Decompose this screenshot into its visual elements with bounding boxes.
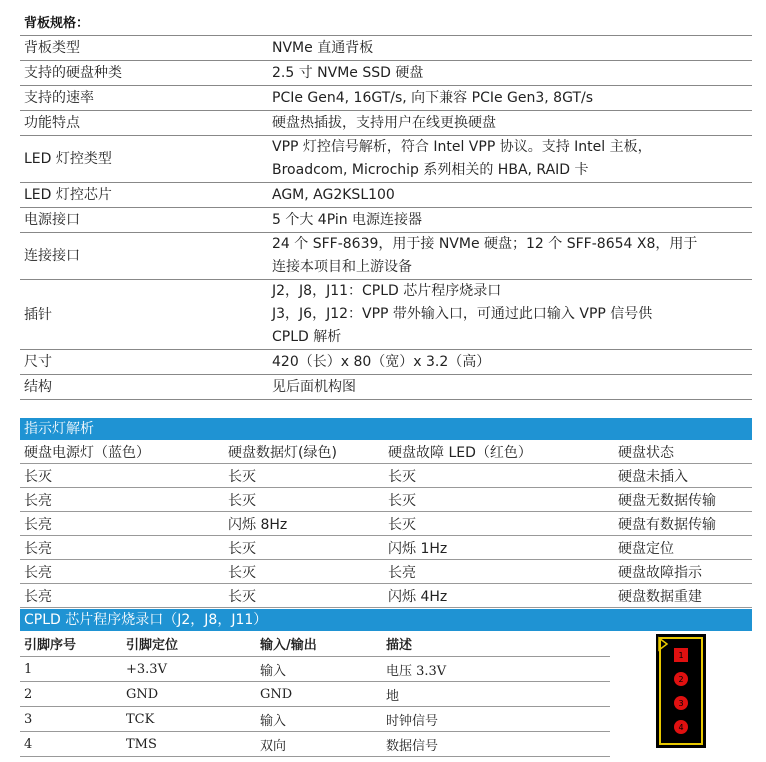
cpld-cell: +3.3V — [122, 657, 256, 682]
indicator-cell: 长灭 — [224, 584, 384, 608]
indicator-cell: 硬盘有数据传输 — [614, 512, 752, 536]
cpld-row — [20, 682, 610, 707]
cpld-row — [20, 657, 610, 682]
spec-row — [20, 86, 752, 111]
spec-value-line: J3，J6，J12：VPP 带外输入口，可通过此口输入 VPP 信号供 — [272, 306, 653, 322]
cpld-cell: 输入 — [256, 707, 382, 732]
cpld-row — [20, 707, 610, 732]
indicator-cell: 硬盘定位 — [614, 536, 752, 560]
cpld-header-cell: 输入/输出 — [256, 631, 382, 657]
indicator-row — [20, 488, 752, 512]
indicator-row — [20, 560, 752, 584]
indicator-header-cell: 硬盘数据灯(绿色) — [224, 440, 384, 464]
spec-key: 功能特点 — [20, 111, 268, 136]
cpld-header-cell: 引脚序号 — [20, 631, 122, 657]
spec-value: AGM, AG2KSL100 — [268, 183, 752, 208]
spec-value: PCIe Gen4, 16GT/s, 向下兼容 PCIe Gen3, 8GT/s — [268, 86, 752, 111]
spec-table — [20, 35, 752, 400]
spec-key: 电源接口 — [20, 208, 268, 233]
spec-key: LED 灯控类型 — [20, 136, 268, 183]
cpld-cell: 1 — [20, 657, 122, 682]
spec-row — [20, 350, 752, 375]
spec-row — [20, 208, 752, 233]
cpld-cell: 输入 — [256, 657, 382, 682]
indicator-table — [20, 440, 752, 608]
indicator-cell: 闪烁 1Hz — [384, 536, 614, 560]
cpld-row — [20, 732, 610, 757]
pin-number-label: 2 — [678, 675, 684, 684]
indicator-cell: 长亮 — [384, 560, 614, 584]
indicator-cell: 长灭 — [384, 488, 614, 512]
spec-value-line: 24 个 SFF-8639，用于接 NVMe 硬盘；12 个 SFF-8654 X8，用于 — [272, 236, 698, 252]
cpld-cell: TMS — [122, 732, 256, 757]
indicator-cell: 长灭 — [224, 560, 384, 584]
spec-value: 420（长）x 80（宽）x 3.2（高） — [268, 350, 752, 375]
pin-number-label: 4 — [678, 723, 684, 732]
indicator-section-title: 指示灯解析 — [20, 418, 752, 440]
spec-row — [20, 375, 752, 400]
spec-value-line: VPP 灯控信号解析，符合 Intel VPP 协议。支持 Intel 主板， — [272, 139, 652, 155]
indicator-cell: 长灭 — [20, 464, 224, 488]
cpld-header-row — [20, 631, 610, 657]
spec-row — [20, 61, 752, 86]
spec-value-line: CPLD 解析 — [272, 329, 342, 345]
spec-section-title: 背板规格： — [24, 16, 90, 31]
indicator-cell: 长灭 — [224, 464, 384, 488]
spec-row — [20, 111, 752, 136]
spec-value: 5 个大 4Pin 电源连接器 — [268, 208, 752, 233]
indicator-header-cell: 硬盘电源灯（蓝色） — [20, 440, 224, 464]
cpld-cell: GND — [256, 682, 382, 707]
pin-number-label: 3 — [678, 699, 684, 708]
indicator-cell: 硬盘未插入 — [614, 464, 752, 488]
spec-row — [20, 280, 752, 350]
spec-key: 背板类型 — [20, 36, 268, 61]
indicator-cell: 长灭 — [384, 464, 614, 488]
spec-key: 支持的速率 — [20, 86, 268, 111]
cpld-cell: 双向 — [256, 732, 382, 757]
indicator-cell: 长亮 — [20, 560, 224, 584]
pin-number-label: 1 — [678, 651, 684, 660]
spec-row — [20, 136, 752, 183]
spec-key: 结构 — [20, 375, 268, 400]
cpld-cell: 地 — [382, 682, 610, 707]
cpld-cell: TCK — [122, 707, 256, 732]
indicator-cell: 硬盘无数据传输 — [614, 488, 752, 512]
indicator-cell: 长灭 — [224, 536, 384, 560]
spec-value — [268, 136, 752, 183]
cpld-cell: 4 — [20, 732, 122, 757]
cpld-header-cell: 引脚定位 — [122, 631, 256, 657]
spec-value: 硬盘热插拔，支持用户在线更换硬盘 — [268, 111, 752, 136]
indicator-cell: 长亮 — [20, 488, 224, 512]
cpld-pin-table — [20, 631, 610, 757]
cpld-cell: 时钟信号 — [382, 707, 610, 732]
spec-row — [20, 233, 752, 280]
cpld-cell: GND — [122, 682, 256, 707]
cpld-cell: 3 — [20, 707, 122, 732]
pin-header-diagram — [655, 633, 707, 749]
indicator-cell: 长亮 — [20, 536, 224, 560]
spec-value-line: Broadcom, Microchip 系列相关的 HBA, RAID 卡 — [272, 162, 589, 178]
spec-value-line: 连接本项目和上游设备 — [272, 259, 412, 275]
indicator-cell: 硬盘故障指示 — [614, 560, 752, 584]
indicator-cell: 长亮 — [20, 584, 224, 608]
cpld-header-cell: 描述 — [382, 631, 610, 657]
indicator-header-row — [20, 440, 752, 464]
spec-value: NVMe 直通背板 — [268, 36, 752, 61]
indicator-row — [20, 464, 752, 488]
cpld-cell: 2 — [20, 682, 122, 707]
spec-row — [20, 183, 752, 208]
indicator-row — [20, 584, 752, 608]
spec-value: 2.5 寸 NVMe SSD 硬盘 — [268, 61, 752, 86]
cpld-section-title: CPLD 芯片程序烧录口（J2，J8，J11） — [20, 609, 752, 631]
indicator-row — [20, 512, 752, 536]
indicator-cell: 硬盘数据重建 — [614, 584, 752, 608]
indicator-header-cell: 硬盘故障 LED（红色） — [384, 440, 614, 464]
indicator-cell: 长亮 — [20, 512, 224, 536]
spec-key: LED 灯控芯片 — [20, 183, 268, 208]
indicator-cell: 闪烁 4Hz — [384, 584, 614, 608]
cpld-cell: 数据信号 — [382, 732, 610, 757]
cpld-cell: 电压 3.3V — [382, 657, 610, 682]
indicator-row — [20, 536, 752, 560]
indicator-header-cell: 硬盘状态 — [614, 440, 752, 464]
indicator-cell: 闪烁 8Hz — [224, 512, 384, 536]
spec-row — [20, 36, 752, 61]
spec-value: 见后面机构图 — [268, 375, 752, 400]
spec-value-line: J2，J8，J11：CPLD 芯片程序烧录口 — [272, 283, 502, 299]
spec-key: 尺寸 — [20, 350, 268, 375]
spec-value — [268, 233, 752, 280]
indicator-cell: 长灭 — [224, 488, 384, 512]
spec-key: 支持的硬盘种类 — [20, 61, 268, 86]
spec-value — [268, 280, 752, 350]
spec-key: 插针 — [20, 280, 268, 350]
indicator-cell: 长灭 — [384, 512, 614, 536]
spec-key: 连接接口 — [20, 233, 268, 280]
